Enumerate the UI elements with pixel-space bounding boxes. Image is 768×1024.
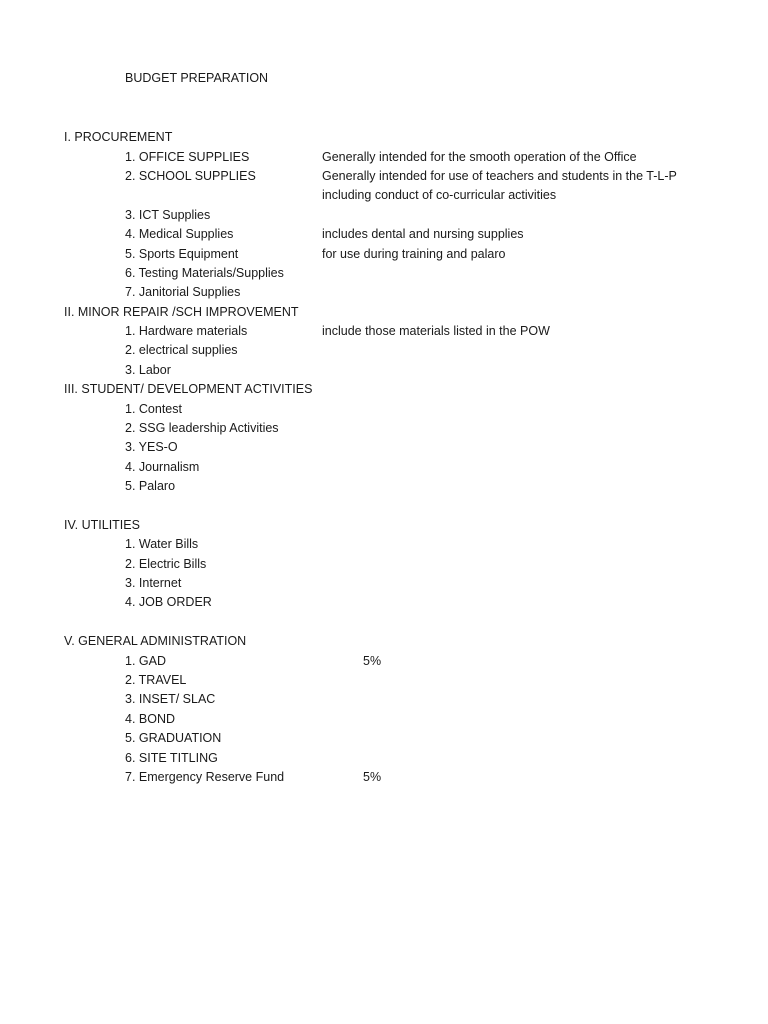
list-item: 7. Emergency Reserve Fund	[125, 770, 285, 784]
percentage-value: 5%	[363, 654, 382, 668]
list-item: 5. Palaro	[125, 479, 176, 493]
list-item: 3. Labor	[125, 363, 171, 377]
item-note: Generally intended for the smooth operation of the Office	[322, 150, 637, 164]
list-item: 4. Journalism	[125, 460, 200, 474]
section-heading-minor-repair: II. MINOR REPAIR /SCH IMPROVEMENT	[64, 305, 299, 319]
list-item: 4. BOND	[125, 712, 176, 726]
list-item: 6. SITE TITLING	[125, 751, 218, 765]
item-note: includes dental and nursing supplies	[322, 227, 524, 241]
item-note-continuation: including conduct of co-curricular activities	[322, 188, 557, 202]
list-item: 2. electrical supplies	[125, 343, 238, 357]
list-item: 1. Water Bills	[125, 537, 199, 551]
section-heading-utilities: IV. UTILITIES	[64, 518, 140, 532]
list-item: 1. Hardware materials	[125, 324, 248, 338]
section-heading-student-development: III. STUDENT/ DEVELOPMENT ACTIVITIES	[64, 382, 313, 396]
item-note: include those materials listed in the POW	[322, 324, 550, 338]
page-title: BUDGET PREPARATION	[125, 71, 269, 85]
section-heading-general-administration: V. GENERAL ADMINISTRATION	[64, 634, 247, 648]
list-item: 7. Janitorial Supplies	[125, 285, 241, 299]
list-item: 2. SSG leadership Activities	[125, 421, 279, 435]
list-item: 3. Internet	[125, 576, 182, 590]
list-item: 5. GRADUATION	[125, 731, 222, 745]
list-item: 1. GAD	[125, 654, 166, 668]
list-item: 3. INSET/ SLAC	[125, 692, 216, 706]
item-note: for use during training and palaro	[322, 247, 506, 261]
percentage-value: 5%	[363, 770, 382, 784]
list-item: 3. YES-O	[125, 440, 178, 454]
list-item: 6. Testing Materials/Supplies	[125, 266, 284, 280]
list-item: 2. TRAVEL	[125, 673, 187, 687]
list-item: 5. Sports Equipment	[125, 247, 239, 261]
list-item: 1. Contest	[125, 402, 182, 416]
list-item: 2. Electric Bills	[125, 557, 207, 571]
section-heading-procurement: I. PROCUREMENT	[64, 130, 173, 144]
item-note: Generally intended for use of teachers and students in the T-L-P	[322, 169, 677, 183]
list-item: 4. JOB ORDER	[125, 595, 212, 609]
list-item: 2. SCHOOL SUPPLIES	[125, 169, 256, 183]
list-item: 3. ICT Supplies	[125, 208, 211, 222]
list-item: 1. OFFICE SUPPLIES	[125, 150, 250, 164]
list-item: 4. Medical Supplies	[125, 227, 234, 241]
